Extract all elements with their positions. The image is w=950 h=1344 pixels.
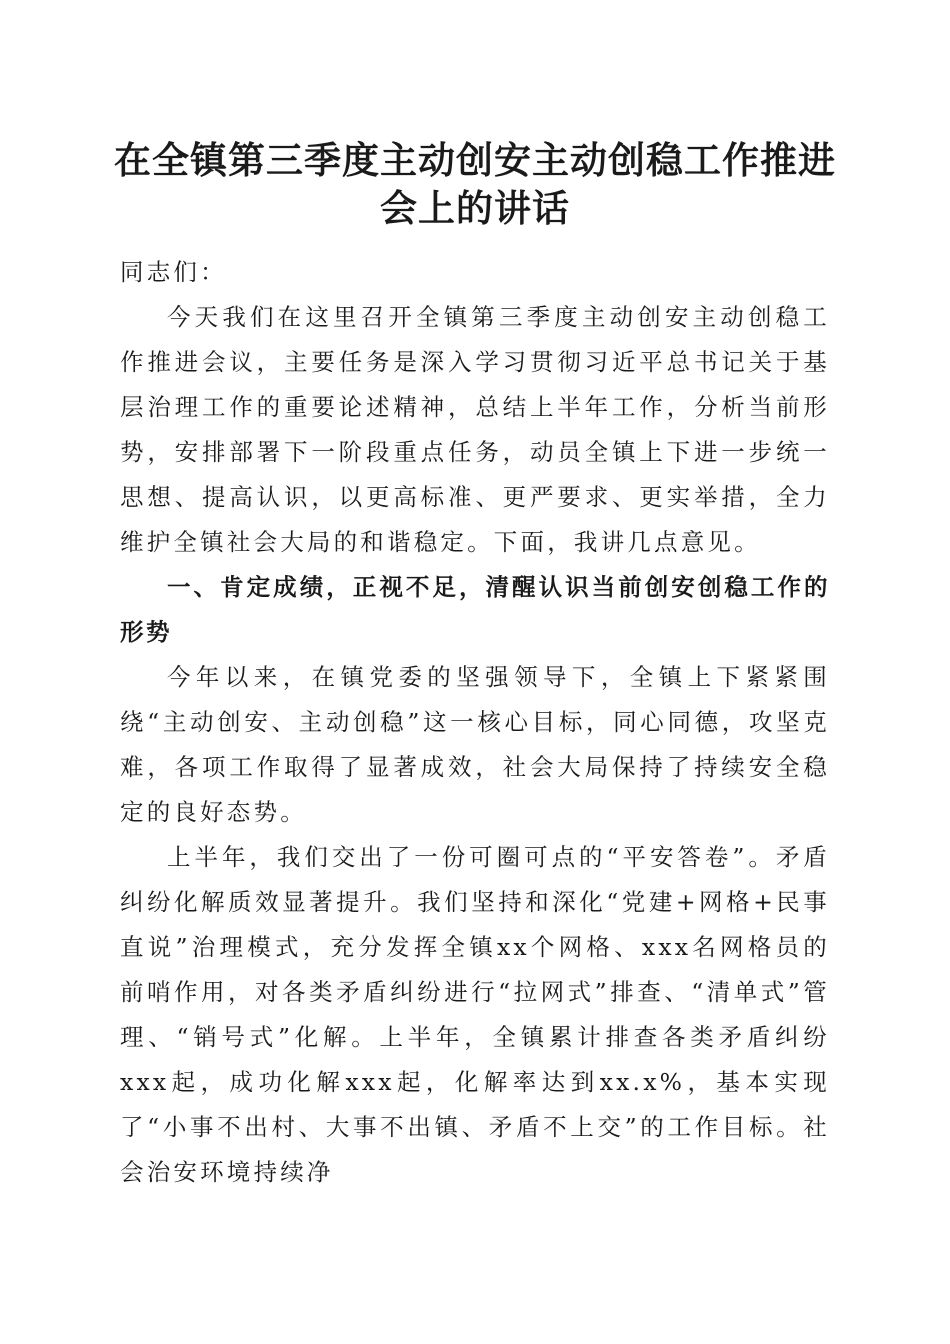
section-paragraph-2: 上半年，我们交出了一份可圈可点的“平安答卷”。矛盾纠纷化解质效显著提升。我们坚持和深化“党建+网格+民事直说”治理模式，充分发挥全镇xx个网格、xxx名网格员的前哨作用，对各类矛盾纠纷进行“拉网式”排查、“清单式”管理、“销号式”化解。上半年，全镇累计排查各类矛盾纠纷xxx起，成功化解xxx起，化解率达到xx.x%，基本实现了“小事不出村、大事不出镇、矛盾不上交”的工作目标。社会治安环境持续净 [120, 843, 830, 1186]
section-paragraph-1: 今年以来，在镇党委的坚强领导下，全镇上下紧紧围绕“主动创安、主动创稳”这一核心目标，同心同德，攻坚克难，各项工作取得了显著成效，社会大局保持了持续安全稳定的良好态势。 [120, 663, 830, 826]
opening-paragraph: 今天我们在这里召开全镇第三季度主动创安主动创稳工作推进会议，主要任务是深入学习贯彻习近平总书记关于基层治理工作的重要论述精神，总结上半年工作，分析当前形势，安排部署下一阶段重点任务，动员全镇上下进一步统一思想、提高认识，以更高标准、更严要求、更实举措，全力维护全镇社会大局的和谐稳定。下面，我讲几点意见。 [120, 303, 830, 556]
document-title: 在全镇第三季度主动创安主动创稳工作推进会上的讲话 [114, 138, 836, 230]
section-heading: 一、肯定成绩，正视不足，清醒认识当前创安创稳工作的形势 [120, 573, 830, 646]
salutation: 同志们： [120, 258, 227, 286]
document-body [120, 250, 830, 1195]
